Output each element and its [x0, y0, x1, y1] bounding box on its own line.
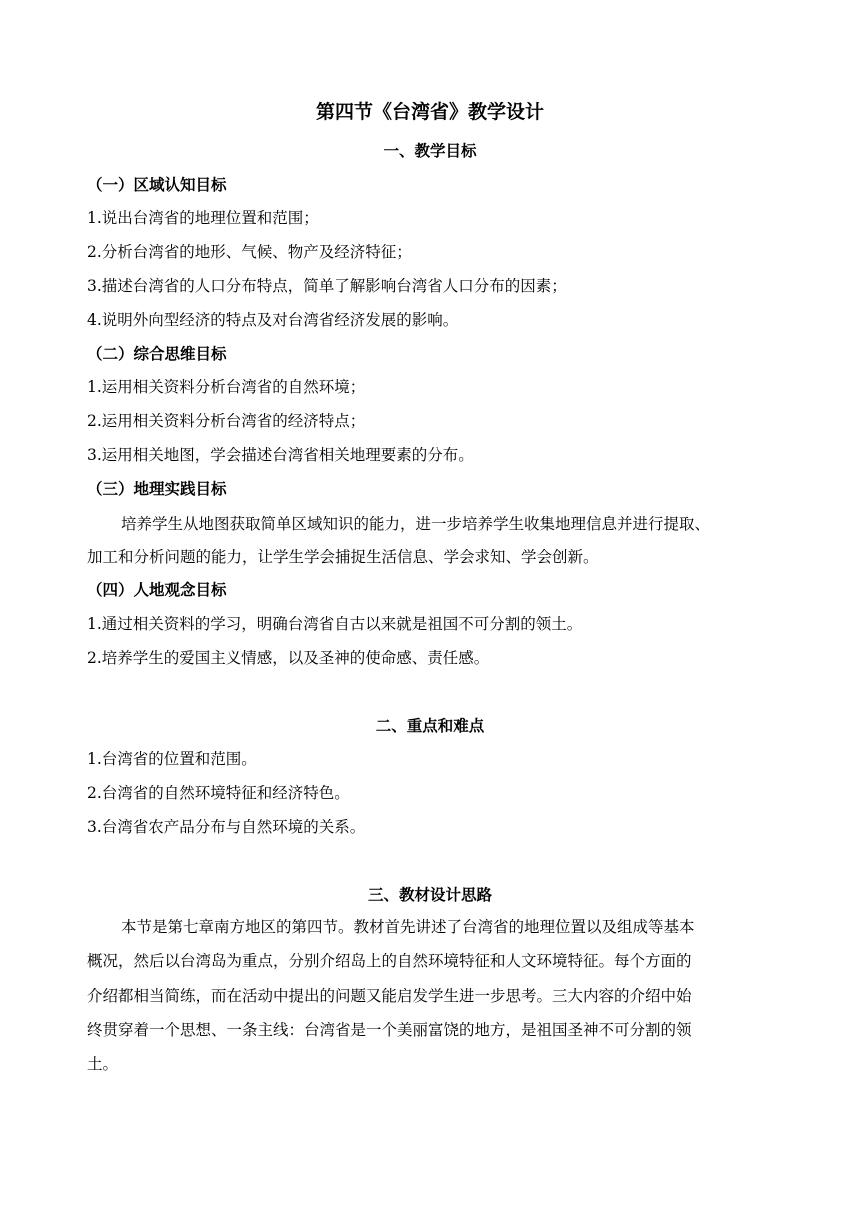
paragraph-line: 加工和分析问题的能力，让学生学会捕捉生活信息、学会求知、学会创新。	[87, 548, 599, 566]
list-item: 3.描述台湾省的人口分布特点，简单了解影响台湾省人口分布的因素；	[87, 277, 567, 295]
subheading-regional-cognition: （一）区域认知目标	[87, 175, 227, 194]
list-item: 1.通过相关资料的学习，明确台湾省自古以来就是祖国不可分割的领土。	[87, 615, 583, 633]
paragraph-line: 培养学生从地图获取简单区域知识的能力，进一步培养学生收集地理信息并进行提取、	[121, 515, 711, 533]
section-heading-teaching-goals: 一、教学目标	[383, 141, 477, 160]
list-item: 1.运用相关资料分析台湾省的自然环境；	[87, 378, 366, 396]
subheading-geographic-practice: （三）地理实践目标	[87, 479, 227, 498]
document-title: 第四节《台湾省》教学设计	[315, 101, 544, 123]
list-item: 1.台湾省的位置和范围。	[87, 750, 257, 768]
paragraph-line: 土。	[87, 1055, 119, 1073]
list-item: 3.台湾省农产品分布与自然环境的关系。	[87, 818, 366, 836]
list-item: 2.运用相关资料分析台湾省的经济特点；	[87, 412, 366, 430]
subheading-human-land-concept: （四）人地观念目标	[87, 580, 227, 599]
paragraph-line: 概况，然后以台湾岛为重点，分别介绍岛上的自然环境特征和人文环境特征。每个方面的	[87, 952, 692, 970]
list-item: 2.台湾省的自然环境特征和经济特色。	[87, 784, 350, 802]
section-heading-design-ideas: 三、教材设计思路	[367, 885, 492, 904]
subheading-comprehensive-thinking: （二）综合思维目标	[87, 344, 227, 363]
list-item: 3.运用相关地图，学会描述台湾省相关地理要素的分布。	[87, 446, 474, 464]
paragraph-line: 本节是第七章南方地区的第四节。教材首先讲述了台湾省的地理位置以及组成等基本	[121, 918, 695, 936]
list-item: 2.分析台湾省的地形、气候、物产及经济特征；	[87, 243, 412, 261]
list-item: 2.培养学生的爱国主义情感，以及圣神的使命感、责任感。	[87, 649, 490, 667]
list-item: 1.说出台湾省的地理位置和范围；	[87, 209, 319, 227]
paragraph-line: 终贯穿着一个思想、一条主线：台湾省是一个美丽富饶的地方，是祖国圣神不可分割的领	[87, 1021, 692, 1039]
list-item: 4.说明外向型经济的特点及对台湾省经济发展的影响。	[87, 311, 459, 329]
section-heading-key-points: 二、重点和难点	[375, 716, 485, 735]
paragraph-line: 介绍都相当简练，而在活动中提出的问题又能启发学生进一步思考。三大内容的介绍中始	[87, 987, 692, 1005]
